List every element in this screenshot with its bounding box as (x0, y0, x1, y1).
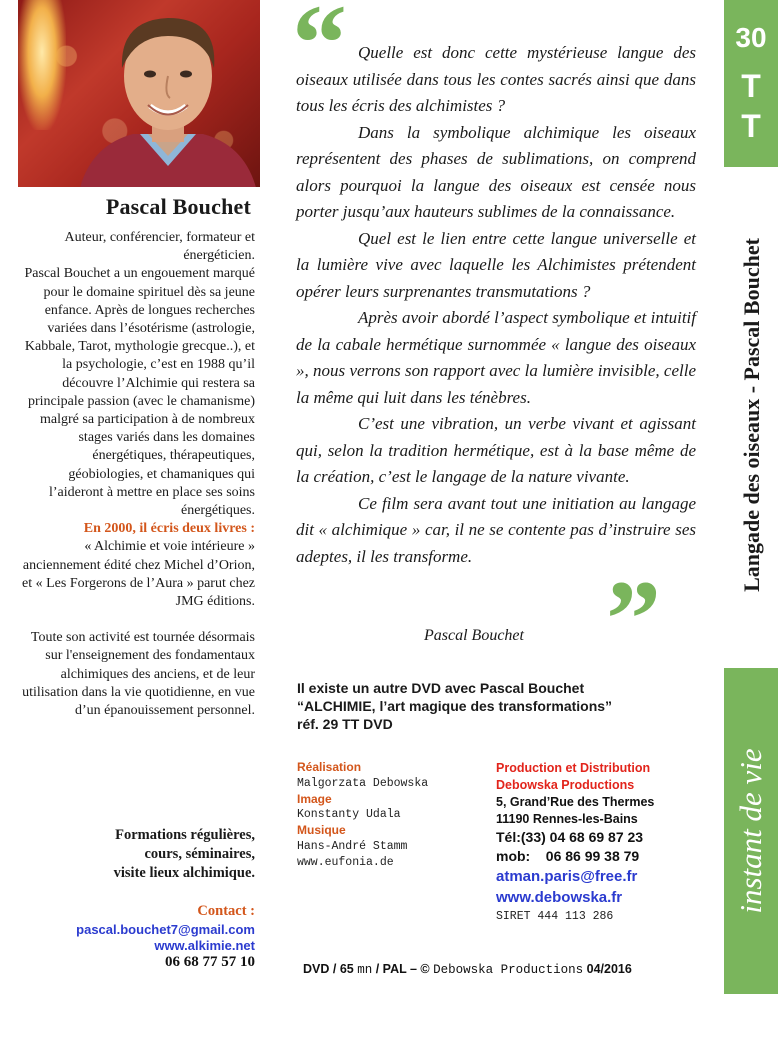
author-bio (18, 229, 255, 720)
bio-intro: Auteur, conférencier, formateur et énergéticien. (64, 230, 255, 264)
footer-date: 04/2016 (586, 962, 632, 976)
production-email-link[interactable]: atman.paris@free.fr (496, 868, 638, 885)
activity-text: Toute son activité est tournée désormais sur l'enseignement des fondamentaux alchimiques des anciens, et de leur utilisation dans la vie quotidienne, en vue d’un épanouissement personnel. (22, 630, 255, 719)
formations (18, 826, 255, 883)
production-tel: Tél:(33) 04 68 69 87 23 (496, 829, 644, 845)
credit-role-musique: Musique (297, 823, 346, 838)
production-address-2: 11190 Rennes-les-Bains (496, 812, 638, 826)
credit-music-website[interactable]: www.eufonia.de (297, 855, 394, 869)
books-text: « Alchimie et voie intérieure » anciennement édité chez Michel d’Orion, et « Les Forgerons de l’Aura » parut chez JMG éditions. (22, 539, 255, 610)
svg-text:”: ” (606, 576, 661, 646)
production-mob (496, 847, 716, 866)
portrait-illustration (78, 6, 258, 187)
spine-title-text: Langade des oiseaux - Pascal Bouchet (739, 238, 764, 592)
reference-letter: T (741, 108, 761, 144)
dvd-notice-line: “ALCHIMIE, l’art magique des transformations” (297, 698, 613, 714)
production-block (496, 760, 716, 925)
mob-number: 06 86 99 38 79 (545, 848, 640, 864)
formations-line: cours, séminaires, (144, 846, 255, 862)
other-dvd-notice (297, 679, 707, 733)
production-siret: SIRET 444 113 286 (496, 910, 614, 923)
books-heading: En 2000, il écris deux livres : (83, 521, 255, 537)
quote-text (296, 40, 696, 570)
production-company: Debowska Productions (496, 778, 635, 792)
footer-standard: PAL (382, 962, 407, 976)
footer-format: DVD (303, 962, 330, 976)
author-name: Pascal Bouchet (105, 194, 251, 219)
author-photo (18, 0, 260, 187)
credit-name: Malgorzata Debowska (297, 776, 429, 790)
quote-paragraph: Ce film sera avant tout une initiation au langage dit « alchimique » car, il ne se contente pas d’instruire ses adeptes, il les transforme. (296, 493, 696, 566)
spine-title (737, 195, 767, 635)
formations-line: visite lieux alchimique. (113, 865, 255, 881)
footer-duration-unit: mn (357, 963, 373, 977)
footer-specs: DVD / 65 mn / PAL – © Debowska Productions 04/2016 (303, 962, 632, 977)
footer-duration: 65 (339, 962, 354, 976)
collection-name: instant de vie (733, 748, 768, 914)
quote-paragraph: Dans la symbolique alchimique les oiseaux représentent des phases de sublimations, on comprend alors pourquoi la langue des oiseaux est censée nous porter jusqu’aux hauteurs sublimes de la connaissance. (296, 122, 696, 221)
quote-paragraph: Quel est le lien entre cette langue universelle et la lumière vive avec laquelle les Alchimistes prétendent opérer leurs surprenantes transmutations ? (296, 228, 696, 301)
credit-role-image: Image (297, 791, 332, 806)
bio-story: Pascal Bouchet a un engouement marqué pour le domaine spirituel dès sa jeune enfance. Après de longues recherches variées dans l’ésotérisme (astrologie, Kabbale, Tarot, mythologie grecque..), et la psychologie, c’est en 1988 qu’il découvre l’Alchimie qui restera sa principale passion (avec le chamanisme) malgré sa participation à de nombreux stages variés dans les domaines énergétiques, thérapeutiques, géobiologies, et chamaniques qui l’aideront à mettre en place ses soins énergétiques. (24, 266, 255, 519)
credits (297, 760, 487, 871)
dvd-notice-line: réf. 29 TT DVD (297, 716, 393, 732)
mob-label: mob: (496, 848, 531, 864)
quote-paragraph: Quelle est donc cette mystérieuse langue des oiseaux utilisée dans tous les contes sacrés ainsi que dans tous les écris des alchimistes ? (296, 43, 696, 115)
collection-bar (724, 668, 778, 994)
credit-name: Konstanty Udala (297, 808, 401, 822)
contact-email-link[interactable]: pascal.bouchet7@gmail.com (76, 922, 255, 937)
close-quote-icon (606, 576, 676, 646)
dvd-notice-line: Il existe un autre DVD avec Pascal Bouchet (297, 680, 585, 696)
svg-text:“: “ (292, 0, 347, 70)
credit-role-realisation: Réalisation (297, 760, 362, 774)
credit-name: Hans-André Stamm (297, 839, 408, 853)
quote-signature: Pascal Bouchet (424, 627, 524, 644)
production-website-link[interactable]: www.debowska.fr (496, 889, 623, 906)
reference-letter: T (741, 68, 761, 104)
contact-block (18, 922, 255, 970)
formations-line: Formations régulières, (115, 827, 255, 843)
reference-badge (724, 0, 778, 167)
quote-paragraph: C’est une vibration, un verbe vivant et agissant qui, selon la tradition hermétique, est à la base même de la création, c’est le langage de la nature vivante. (296, 414, 696, 486)
footer-company: Debowska Productions (433, 963, 584, 977)
quote-paragraph: Après avoir abordé l’aspect symbolique et intuitif de la cabale hermétique surnommée « langue des oiseaux », nous verrons son rapport avec la lumière invisible, celle la même qui luit dans les ténèbres. (296, 308, 696, 407)
copyright-icon: © (420, 962, 430, 976)
contact-title: Contact : (197, 903, 255, 919)
contact-website-link[interactable]: www.alkimie.net (154, 938, 255, 953)
contact-phone: 06 68 77 57 10 (165, 954, 255, 970)
production-heading: Production et Distribution (496, 761, 651, 775)
production-address-1: 5, Grand’Rue des Thermes (496, 795, 655, 809)
reference-number: 30 (735, 22, 767, 53)
